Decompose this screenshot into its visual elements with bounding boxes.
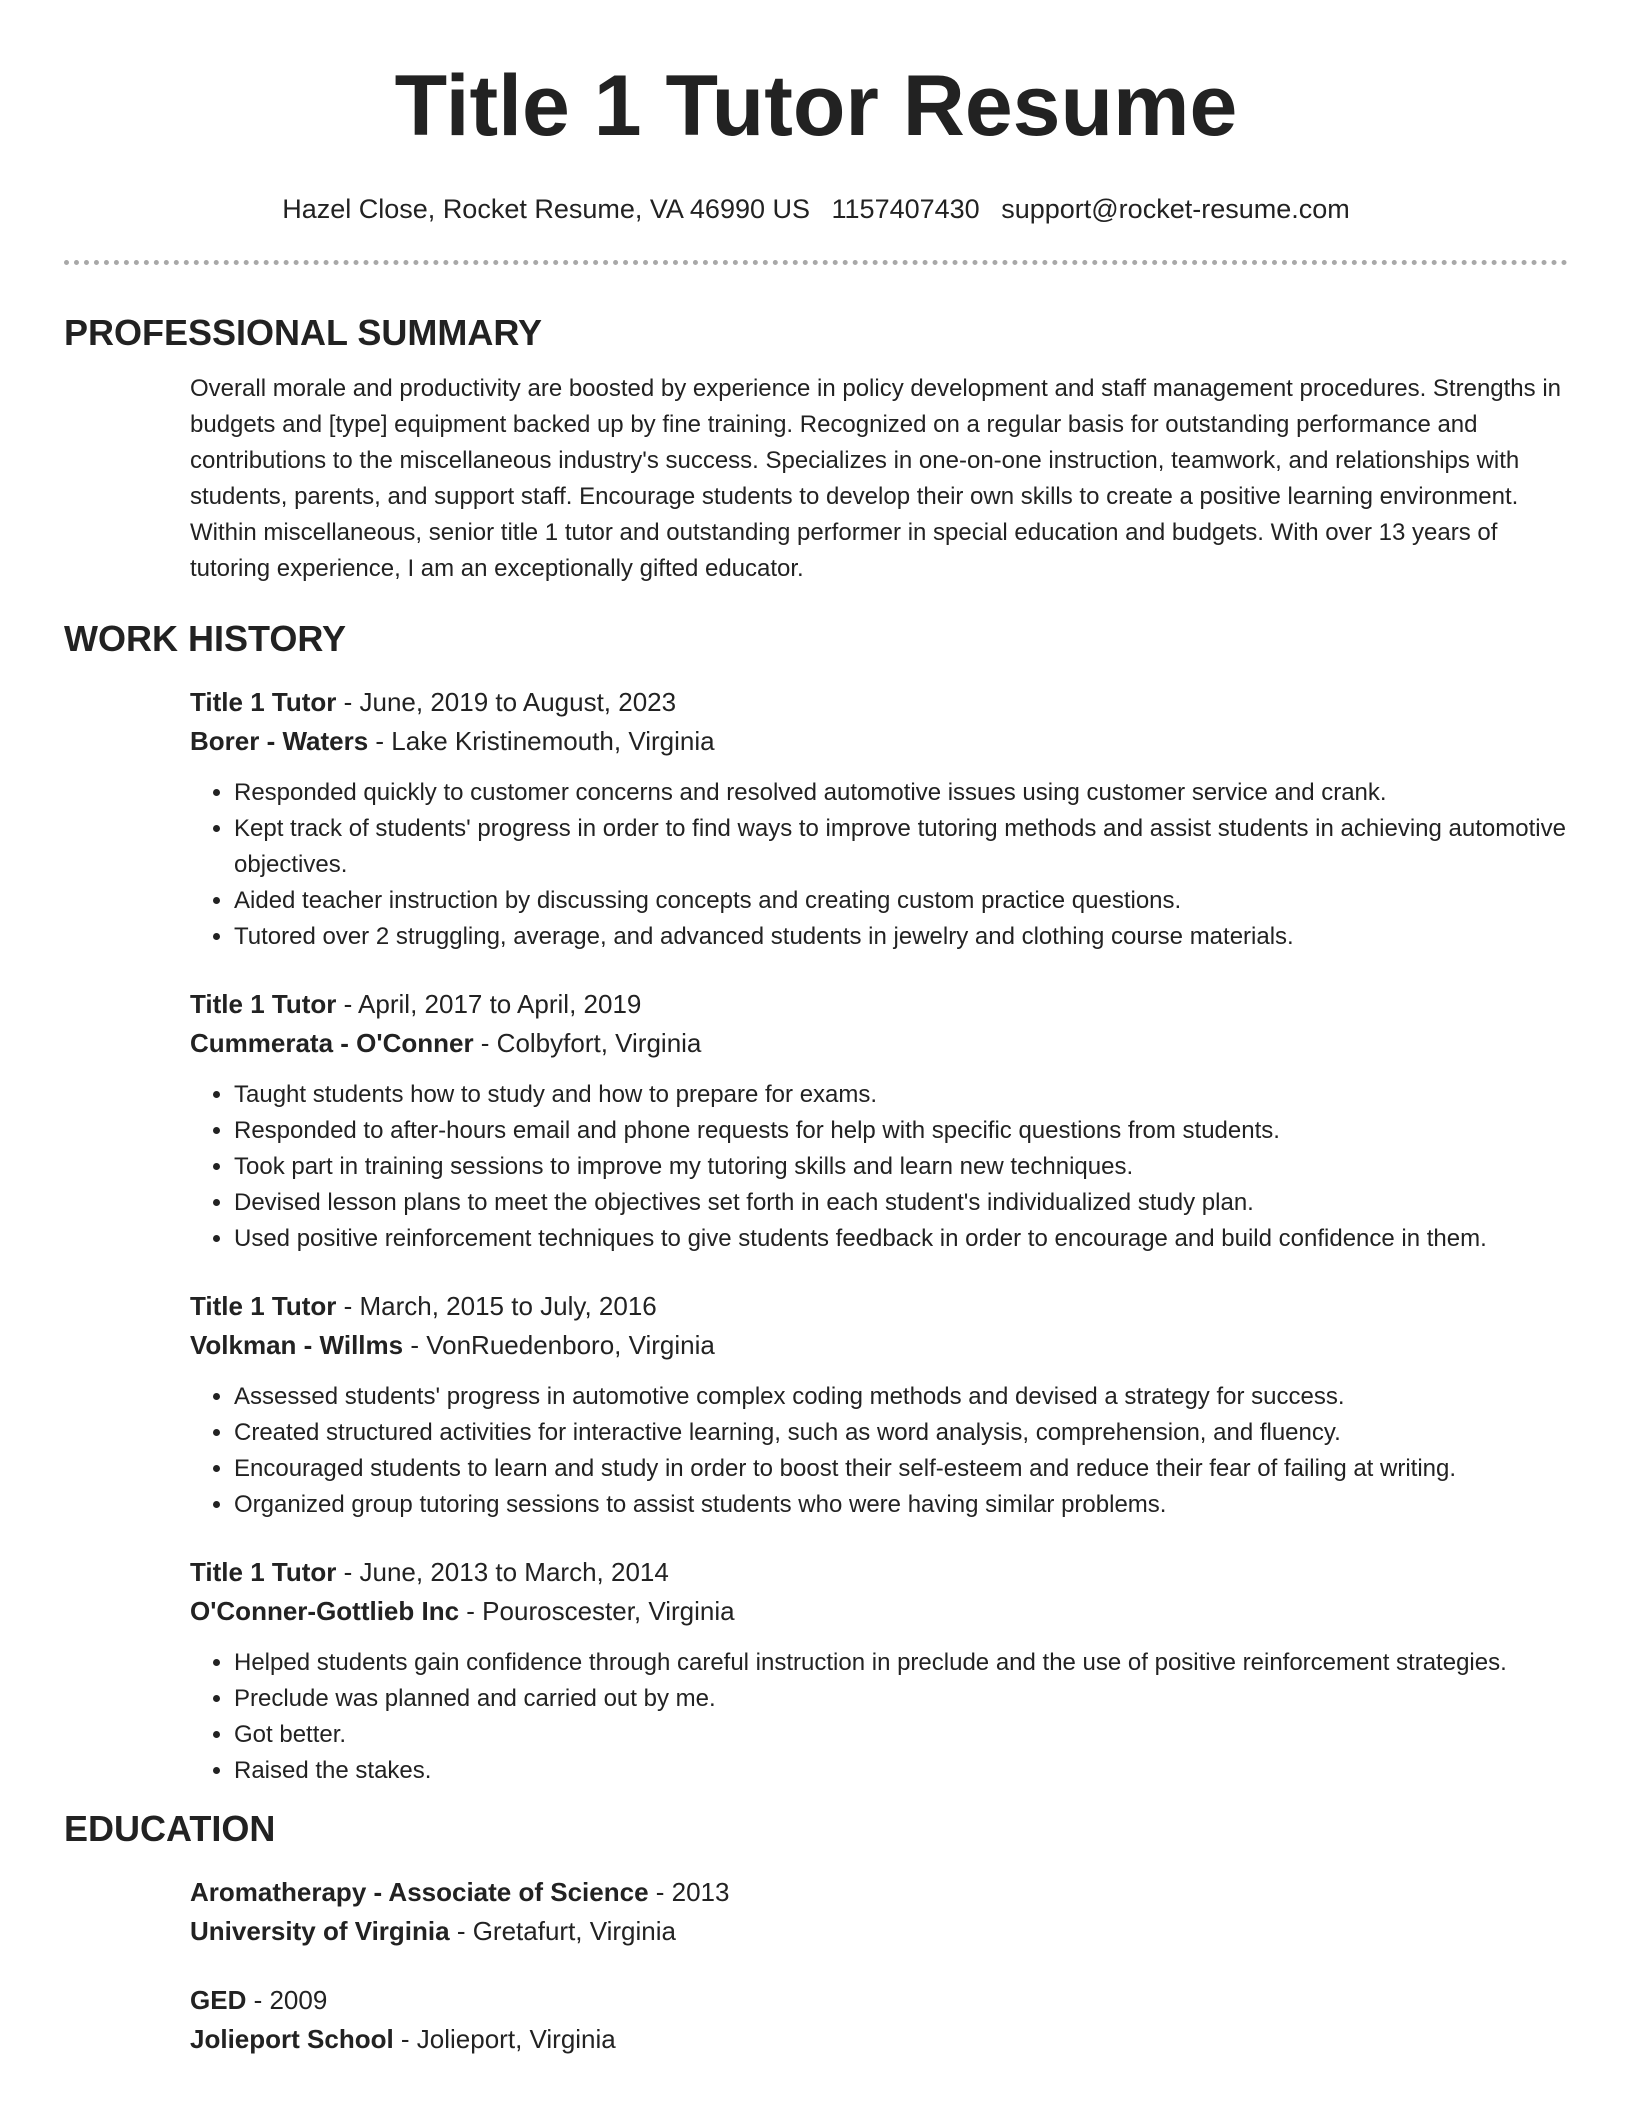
job-entry <box>190 1287 1568 1523</box>
job-bullet: • Taught students how to study and how to prepare for exams. <box>234 1077 1568 1113</box>
job-company: Cummerata - O'Conner <box>190 1028 474 1058</box>
job-company: O'Conner-Gottlieb Inc <box>190 1596 460 1626</box>
job-title: Title 1 Tutor <box>190 989 337 1019</box>
job-entry <box>190 683 1568 955</box>
education-degree: Aromatherapy - Associate of Science <box>190 1877 649 1907</box>
header-divider <box>64 260 1568 265</box>
job-bullet: • Assessed students' progress in automotive complex coding methods and devised a strategy for success. <box>234 1379 1568 1415</box>
job-bullets <box>190 1645 1568 1789</box>
job-bullet: • Responded to after-hours email and phone requests for help with specific questions from students. <box>234 1113 1568 1149</box>
job-bullet: • Raised the stakes. <box>234 1753 1568 1789</box>
job-title-line <box>190 683 1568 722</box>
education-school: University of Virginia <box>190 1916 450 1946</box>
job-bullet: • Kept track of students' progress in order to find ways to improve tutoring methods and assist students in achieving automotive objectives. <box>234 811 1568 883</box>
education-school-line <box>190 1912 1568 1951</box>
job-bullets <box>190 1379 1568 1523</box>
education-location: - Jolieport, Virginia <box>393 2024 616 2054</box>
job-location: - Pouroscester, Virginia <box>459 1596 735 1626</box>
job-bullets <box>190 775 1568 955</box>
job-bullet: • Responded quickly to customer concerns and resolved automotive issues using customer service and crank. <box>234 775 1568 811</box>
job-bullet: • Devised lesson plans to meet the objectives set forth in each student's individualized study plan. <box>234 1185 1568 1221</box>
job-bullet: • Created structured activities for interactive learning, such as word analysis, comprehension, and fluency. <box>234 1415 1568 1451</box>
contact-phone: 1157407430 <box>831 194 980 224</box>
contact-email: support@rocket-resume.com <box>1001 194 1350 224</box>
job-title-line <box>190 985 1568 1024</box>
job-company-line <box>190 1024 1568 1063</box>
contact-line <box>64 192 1568 226</box>
education-entry <box>190 1873 1568 1951</box>
job-bullet: • Took part in training sessions to improve my tutoring skills and learn new techniques. <box>234 1149 1568 1185</box>
job-title-line <box>190 1287 1568 1326</box>
summary-heading: PROFESSIONAL SUMMARY <box>64 312 543 353</box>
job-title-line <box>190 1553 1568 1592</box>
work-history-heading: WORK HISTORY <box>64 618 347 659</box>
job-company-line <box>190 1326 1568 1365</box>
education-year: - 2013 <box>648 1877 730 1907</box>
job-bullet: • Helped students gain confidence through careful instruction in preclude and the use of positive reinforcement strategies. <box>234 1645 1568 1681</box>
job-entry <box>190 1553 1568 1789</box>
education-degree-line <box>190 1873 1568 1912</box>
job-dates: - June, 2013 to March, 2014 <box>336 1557 669 1587</box>
education-school: Jolieport School <box>190 2024 394 2054</box>
job-dates: - March, 2015 to July, 2016 <box>336 1291 657 1321</box>
job-company-line <box>190 722 1568 761</box>
education-degree-line <box>190 1981 1568 2020</box>
job-company: Volkman - Willms <box>190 1330 404 1360</box>
job-bullet: • Aided teacher instruction by discussing concepts and creating custom practice questions. <box>234 883 1568 919</box>
job-title: Title 1 Tutor <box>190 687 337 717</box>
job-dates: - April, 2017 to April, 2019 <box>336 989 642 1019</box>
work-history-list <box>64 683 1568 1789</box>
job-bullet: • Got better. <box>234 1717 1568 1753</box>
education-list <box>64 1873 1568 2059</box>
contact-address: Hazel Close, Rocket Resume, VA 46990 US <box>282 194 811 224</box>
job-title: Title 1 Tutor <box>190 1557 337 1587</box>
summary-text: Overall morale and productivity are boosted by experience in policy development and staff management procedures. Strengths in budgets and [type] equipment backed up by fine training. Recognized on a regular basis for outstanding performance and contributions to the miscellaneous industry's success. Specializes in one-on-one instruction, teamwork, and relationships with students, parents, and support staff. Encourage students to develop their own skills to create a positive learning environment. Within miscellaneous, senior title 1 tutor and outstanding performer in special education and budgets. With over 13 years of tutoring experience, I am an exceptionally gifted educator. <box>190 375 1561 582</box>
resume-title: Title 1 Tutor Resume <box>394 58 1238 154</box>
education-year: - 2009 <box>246 1985 328 2015</box>
job-bullet: • Encouraged students to learn and study in order to boost their self-esteem and reduce their fear of failing at writing. <box>234 1451 1568 1487</box>
education-location: - Gretafurt, Virginia <box>449 1916 676 1946</box>
education-degree: GED <box>190 1985 247 2015</box>
job-bullets <box>190 1077 1568 1257</box>
job-bullet: • Organized group tutoring sessions to assist students who were having similar problems. <box>234 1487 1568 1523</box>
job-bullet: • Tutored over 2 struggling, average, and advanced students in jewelry and clothing course materials. <box>234 919 1568 955</box>
job-location: - VonRuedenboro, Virginia <box>403 1330 715 1360</box>
education-school-line <box>190 2020 1568 2059</box>
job-location: - Colbyfort, Virginia <box>473 1028 702 1058</box>
job-company: Borer - Waters <box>190 726 369 756</box>
job-company-line <box>190 1592 1568 1631</box>
job-bullet: • Preclude was planned and carried out by me. <box>234 1681 1568 1717</box>
education-entry <box>190 1981 1568 2059</box>
job-bullet: • Used positive reinforcement techniques to give students feedback in order to encourage and build confidence in them. <box>234 1221 1568 1257</box>
job-dates: - June, 2019 to August, 2023 <box>336 687 677 717</box>
job-entry <box>190 985 1568 1257</box>
job-location: - Lake Kristinemouth, Virginia <box>368 726 715 756</box>
job-title: Title 1 Tutor <box>190 1291 337 1321</box>
education-heading: EDUCATION <box>64 1808 276 1849</box>
